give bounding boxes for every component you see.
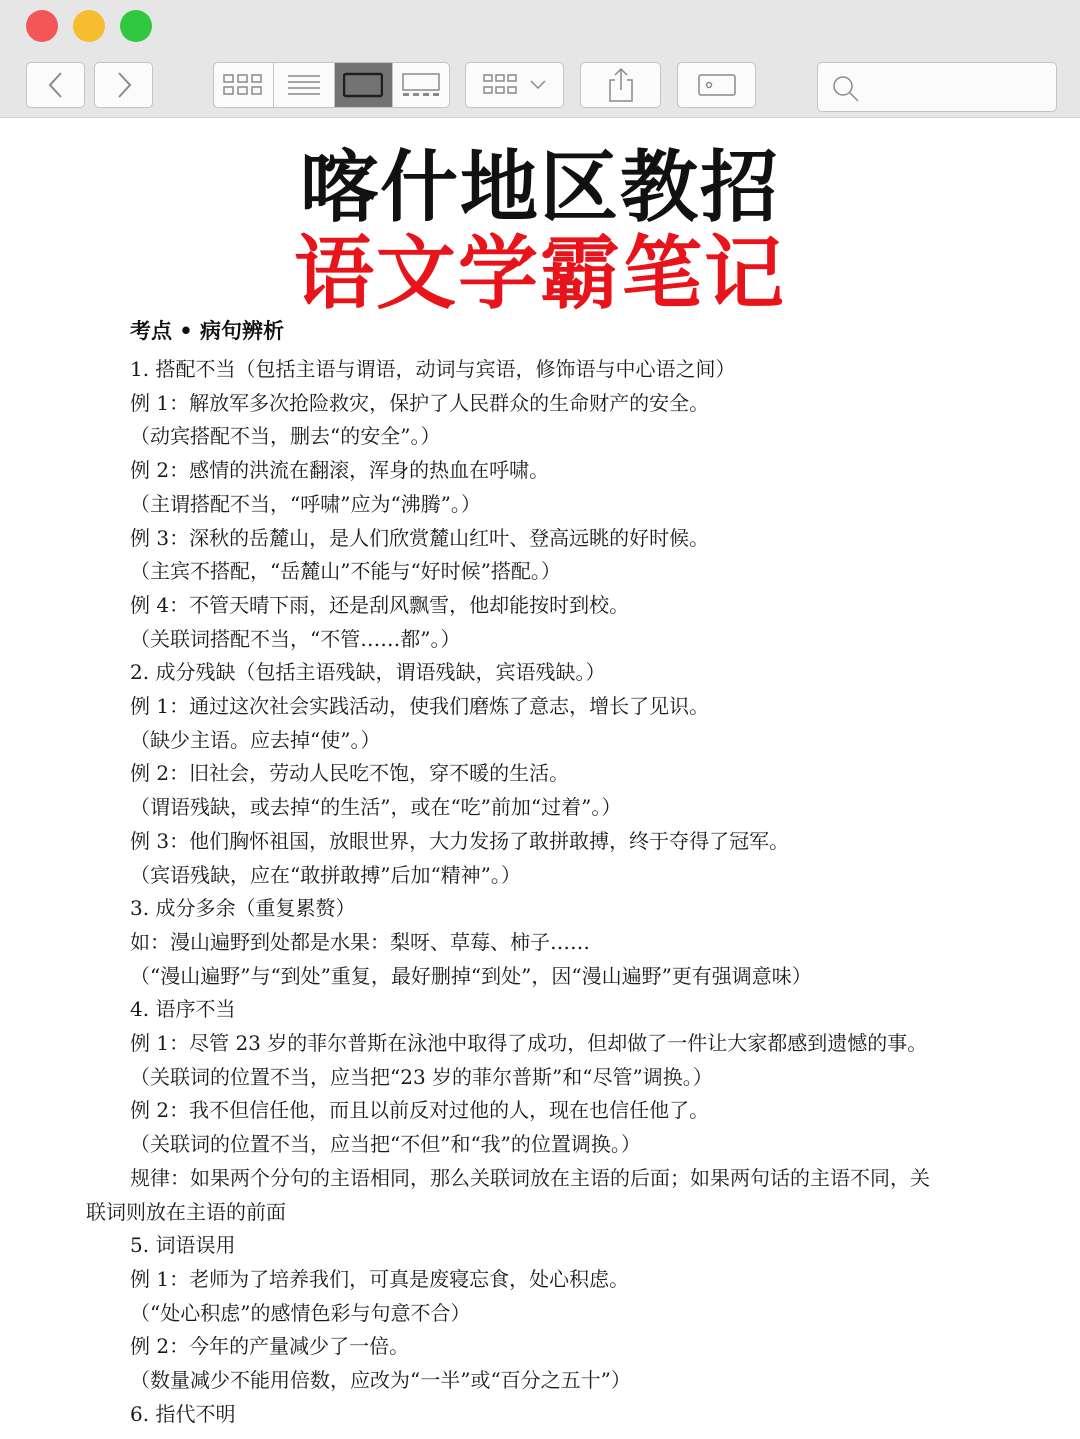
share-icon [606,67,636,103]
window-toolbar [0,0,1080,118]
tag-button[interactable] [677,62,756,108]
search-icon [832,75,860,103]
document-line: （宾语残缺，应在“敢拼敢搏”后加“精神”。） [130,862,521,887]
document-line: 规律：如果两个分句的主语相同，那么关联词放在主语的后面；如果两句话的主语不同，关 [130,1165,930,1190]
back-button[interactable] [26,62,85,108]
document-line: 例 3：深秋的岳麓山，是人们欣赏麓山红叶、登高远眺的好时候。 [130,525,710,550]
document-line: 6. 指代不明 [130,1401,236,1426]
document-title-line2: 语文学霸笔记 [294,227,786,320]
document-line: 例 4：不管天晴下雨，还是刮风飘雪，他却能按时到校。 [130,592,630,617]
document-line: （主宾不搭配，“岳麓山”不能与“好时候”搭配。） [130,559,561,584]
filmstrip-view-button[interactable] [393,63,450,107]
document-line: （关联词的位置不当，应当把“不但”和“我”的位置调换。） [130,1132,641,1157]
single-page-view-button[interactable] [335,63,393,107]
document-line: （“漫山遍野”与“到处”重复，最好删掉“到处”，因“漫山遍野”更有强调意味） [130,963,812,988]
document-line: （主谓搭配不当，“呼啸”应为“沸腾”。） [130,491,481,516]
chevron-right-icon [114,70,134,100]
document-line: （动宾搭配不当，删去“的安全”。） [130,424,441,449]
document-line: （关联词搭配不当，“不管……都”。） [130,626,461,651]
document-line: （谓语残缺，或去掉“的生活”，或在“吃”前加“过着”。） [130,795,622,820]
filmstrip-view-icon [401,72,441,98]
tag-icon [697,72,737,98]
document-line: 如：漫山遍野到处都是水果：梨呀、草莓、柿子…… [130,929,590,954]
document-line: 例 1：通过这次社会实践活动，使我们磨炼了意志，增长了见识。 [130,694,710,718]
document-line: 例 1：解放军多次抢险救灾，保护了人民群众的生命财产的安全。 [130,390,710,415]
document-line: 1. 搭配不当（包括主语与谓语，动词与宾语，修饰语与中心语之间） [130,357,736,381]
chevron-down-icon [529,79,547,91]
arrange-dropdown-button[interactable] [465,62,564,108]
section-heading: 考点 • 病句辨析 [130,319,285,343]
document-title-line1: 喀什地区教招 [299,143,780,233]
document-line: 例 2：旧社会，劳动人民吃不饱，穿不暖的生活。 [130,761,570,786]
document-line: 2. 成分残缺（包括主语残缺，谓语残缺，宾语残缺。） [130,660,606,685]
document-line: （缺少主语。应去掉“使”。） [130,727,381,752]
document-line: （关联词的位置不当，应当把“23 岁的菲尔普斯”和“尽管”调换。） [130,1064,713,1089]
minimize-window-button[interactable] [73,10,105,42]
document-line: 例 1：尽管 23 岁的菲尔普斯在泳池中取得了成功，但却做了一件让大家都感到遗憾的事。 [130,1031,928,1055]
document-line: 例 2：我不但信任他，而且以前反对过他的人，现在也信任他了。 [130,1098,710,1123]
document-line: 联词则放在主语的前面 [86,1199,286,1224]
document-line: 5. 词语误用 [130,1233,236,1258]
list-view-icon [287,73,321,97]
document-line: 例 3：他们胸怀祖国，放眼世界，大力发扬了敢拼敢搏，终于夺得了冠军。 [130,828,790,853]
document-line: 例 2：感情的洪流在翻滚，浑身的热血在呼啸。 [130,458,550,483]
document-line: 例 2：今年的产量减少了一倍。 [130,1334,410,1359]
document-line: 例 1：老师为了培养我们，可真是废寝忘食，处心积虑。 [130,1266,630,1291]
chevron-left-icon [46,70,66,100]
search-field[interactable] [817,62,1057,112]
grid-view-icon [223,73,263,97]
list-view-button[interactable] [274,63,335,107]
document-line: （“处心积虑”的感情色彩与句意不合） [130,1300,471,1325]
document-line: （数量减少不能用倍数，应改为“一半”或“百分之五十”） [130,1368,631,1392]
arrange-grid-icon [483,73,523,97]
view-mode-segmented-control [213,62,450,108]
single-page-view-icon [343,72,383,98]
close-window-button[interactable] [26,10,58,42]
document-line: 4. 语序不当 [130,997,236,1022]
search-input[interactable] [866,71,1050,103]
zoom-window-button[interactable] [120,10,152,42]
grid-view-button[interactable] [214,63,274,107]
document-line: 3. 成分多余（重复累赘） [130,896,356,921]
share-button[interactable] [580,62,661,108]
forward-button[interactable] [94,62,153,108]
